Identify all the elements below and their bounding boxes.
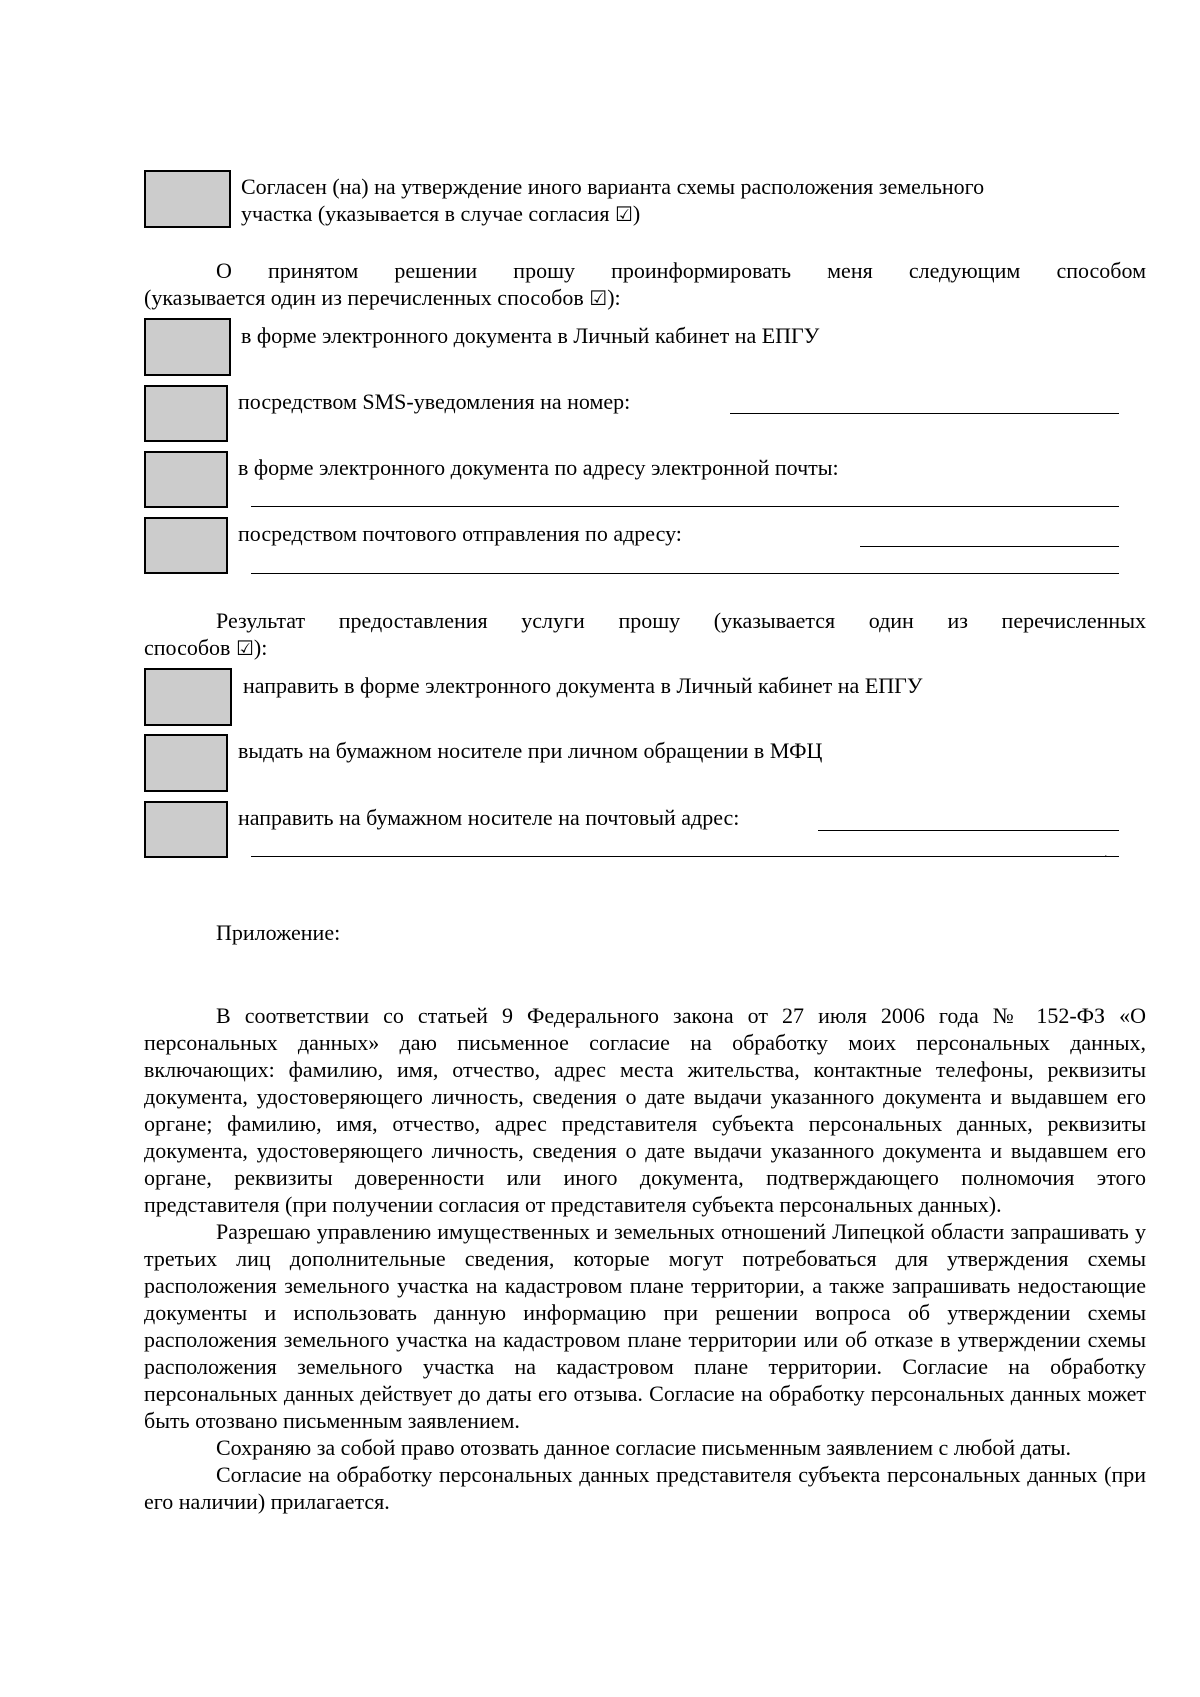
result-intro	[144, 607, 1146, 662]
notify-sms-checkbox[interactable]	[144, 385, 228, 442]
notify-intro-line2-end: ):	[607, 285, 621, 310]
notify-post-checkbox[interactable]	[144, 517, 228, 574]
consent-text	[144, 1002, 1146, 1515]
result-mfc-checkbox[interactable]	[144, 734, 228, 792]
result-epgu-label: направить в форме электронного документа в Личный кабинет на ЕПГУ	[243, 673, 923, 698]
notify-intro-line2-text: (указывается один из перечисленных способов	[144, 285, 590, 310]
consent-alt-label-line2-text: участка (указывается в случае согласия	[241, 201, 615, 226]
result-epgu-checkbox[interactable]	[144, 668, 232, 726]
consent-paragraph-3: Сохраняю за собой право отозвать данное согласие письменным заявлением с любой даты.	[216, 1435, 1071, 1460]
checkbox-checked-icon: ☑	[589, 286, 608, 310]
result-intro-line2	[144, 634, 1146, 662]
result-intro-line2-text: способов	[144, 635, 236, 660]
notify-sms-label: посредством SMS-уведомления на номер:	[238, 389, 631, 414]
notify-post-address-field-2[interactable]	[251, 573, 1119, 574]
result-mail-checkbox[interactable]	[144, 801, 228, 858]
notify-email-checkbox[interactable]	[144, 451, 228, 508]
notify-email-address-field[interactable]	[251, 506, 1119, 507]
result-mail-address-field-1[interactable]	[818, 830, 1119, 831]
notify-intro-line1: О принятом решении прошу проинформировать меня следующим способом	[216, 258, 1146, 283]
consent-alt-label-line2	[241, 200, 640, 228]
consent-alt-checkbox[interactable]	[144, 170, 231, 228]
notify-email-label: в форме электронного документа по адресу электронной почты:	[238, 455, 839, 480]
notify-sms-number-field[interactable]	[730, 413, 1119, 414]
consent-paragraph-2: Разрешаю управлению имущественных и земельных отношений Липецкой области запрашивать у третьих лиц дополнительные сведения, которые могут потребоваться для утверждения схемы расположения земельного участка на кадастровом плане территории, а также запрашивать недостающие документы и использовать данную информацию при решении вопроса об утверждении схемы расположения земельного участка на кадастровом плане территории или об отказе в утверждении схемы расположения земельного участка на кадастровом плане территории. Согласие на обработку персональных данных действует до даты его отзыва. Согласие на обработку персональных данных может быть отозвано письменным заявлением.	[144, 1219, 1146, 1433]
consent-paragraph-1: В соответствии со статьей 9 Федерального закона от 27 июля 2006 года № 152-ФЗ «О персональных данных» даю письменное согласие на обработку моих персональных данных, включающих: фамилию, имя, отчество, адрес места жительства, контактные телефоны, реквизиты документа, удостоверяющего личность, сведения о дате выдачи указанного документа и выдавшем его органе; фамилию, имя, отчество, адрес представителя субъекта персональных данных, реквизиты документа, удостоверяющего личность, сведения о дате выдачи указанного документа и выдавшем его органе, реквизиты доверенности или иного документа, подтверждающего полномочия этого представителя (при получении согласия от представителя субъекта персональных данных).	[144, 1003, 1146, 1217]
notify-post-address-field-1[interactable]	[860, 546, 1119, 547]
consent-alt-label-line1: Согласен (на) на утверждение иного варианта схемы расположения земельного	[241, 174, 985, 199]
result-mail-address-field-2[interactable]	[251, 856, 1119, 857]
result-mfc-label: выдать на бумажном носителе при личном обращении в МФЦ	[238, 738, 823, 763]
notify-intro-line2	[144, 284, 1146, 312]
notify-post-label: посредством почтового отправления по адресу:	[238, 521, 682, 546]
result-mail-label: направить на бумажном носителе на почтовый адрес:	[238, 805, 740, 830]
notify-epgu-label: в форме электронного документа в Личный кабинет на ЕПГУ	[241, 323, 820, 348]
result-mail-trailing-dot: .	[1104, 846, 1108, 861]
consent-paragraph-4: Согласие на обработку персональных данных представителя субъекта персональных данных (при его наличии) прилагается.	[144, 1462, 1146, 1514]
result-intro-line1: Результат предоставления услуги прошу (указывается один из перечисленных	[216, 608, 1146, 633]
result-intro-line2-end: ):	[253, 635, 268, 660]
consent-alt-label-line2-end: )	[632, 201, 641, 226]
notify-intro	[144, 257, 1146, 312]
attachment-label: Приложение:	[216, 920, 341, 945]
checkbox-checked-icon: ☑	[235, 636, 254, 660]
notify-epgu-checkbox[interactable]	[144, 318, 231, 376]
checkbox-checked-icon: ☑	[614, 202, 633, 226]
